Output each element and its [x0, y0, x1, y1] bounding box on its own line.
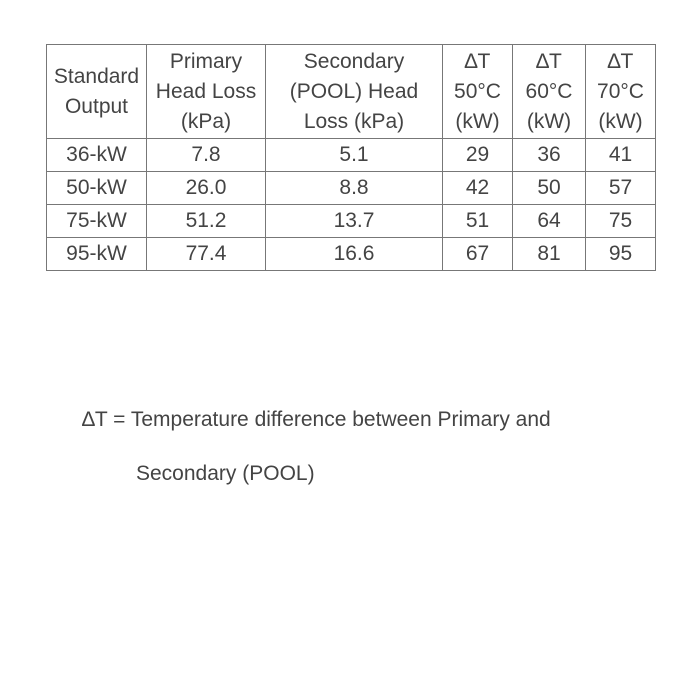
header-delta-t-60: ∆T 60°C (kW)	[513, 45, 586, 139]
table-row	[47, 139, 656, 172]
cell-primary-head-loss: 26.0	[147, 172, 266, 205]
header-primary-head-loss: Primary Head Loss (kPa)	[147, 45, 266, 139]
cell-primary-head-loss: 51.2	[147, 205, 266, 238]
footnote-line-2: Secondary (POOL)	[136, 462, 315, 485]
cell-delta-t-50: 67	[443, 238, 513, 271]
header-standard-output: Standard Output	[47, 45, 147, 139]
cell-secondary-head-loss: 16.6	[266, 238, 443, 271]
cell-delta-t-60: 81	[513, 238, 586, 271]
cell-delta-t-50: 51	[443, 205, 513, 238]
footnote-line-1: ∆T = Temperature difference between Primary and	[82, 408, 551, 431]
cell-standard-output: 50-kW	[47, 172, 147, 205]
cell-standard-output: 36-kW	[47, 139, 147, 172]
cell-secondary-head-loss: 8.8	[266, 172, 443, 205]
table-row	[47, 172, 656, 205]
cell-delta-t-70: 57	[586, 172, 656, 205]
table-row	[47, 238, 656, 271]
delta-t-footnote	[82, 400, 642, 494]
cell-standard-output: 75-kW	[47, 205, 147, 238]
cell-delta-t-60: 50	[513, 172, 586, 205]
cell-delta-t-70: 75	[586, 205, 656, 238]
table-row	[47, 205, 656, 238]
header-delta-t-70: ∆T 70°C (kW)	[586, 45, 656, 139]
table-header-row	[47, 45, 656, 139]
cell-delta-t-60: 64	[513, 205, 586, 238]
output-spec-table	[46, 44, 656, 271]
cell-secondary-head-loss: 13.7	[266, 205, 443, 238]
cell-primary-head-loss: 77.4	[147, 238, 266, 271]
cell-delta-t-50: 42	[443, 172, 513, 205]
cell-delta-t-50: 29	[443, 139, 513, 172]
cell-delta-t-70: 95	[586, 238, 656, 271]
cell-delta-t-70: 41	[586, 139, 656, 172]
cell-primary-head-loss: 7.8	[147, 139, 266, 172]
cell-delta-t-60: 36	[513, 139, 586, 172]
header-secondary-head-loss: Secondary (POOL) Head Loss (kPa)	[266, 45, 443, 139]
header-delta-t-50: ∆T 50°C (kW)	[443, 45, 513, 139]
cell-secondary-head-loss: 5.1	[266, 139, 443, 172]
cell-standard-output: 95-kW	[47, 238, 147, 271]
